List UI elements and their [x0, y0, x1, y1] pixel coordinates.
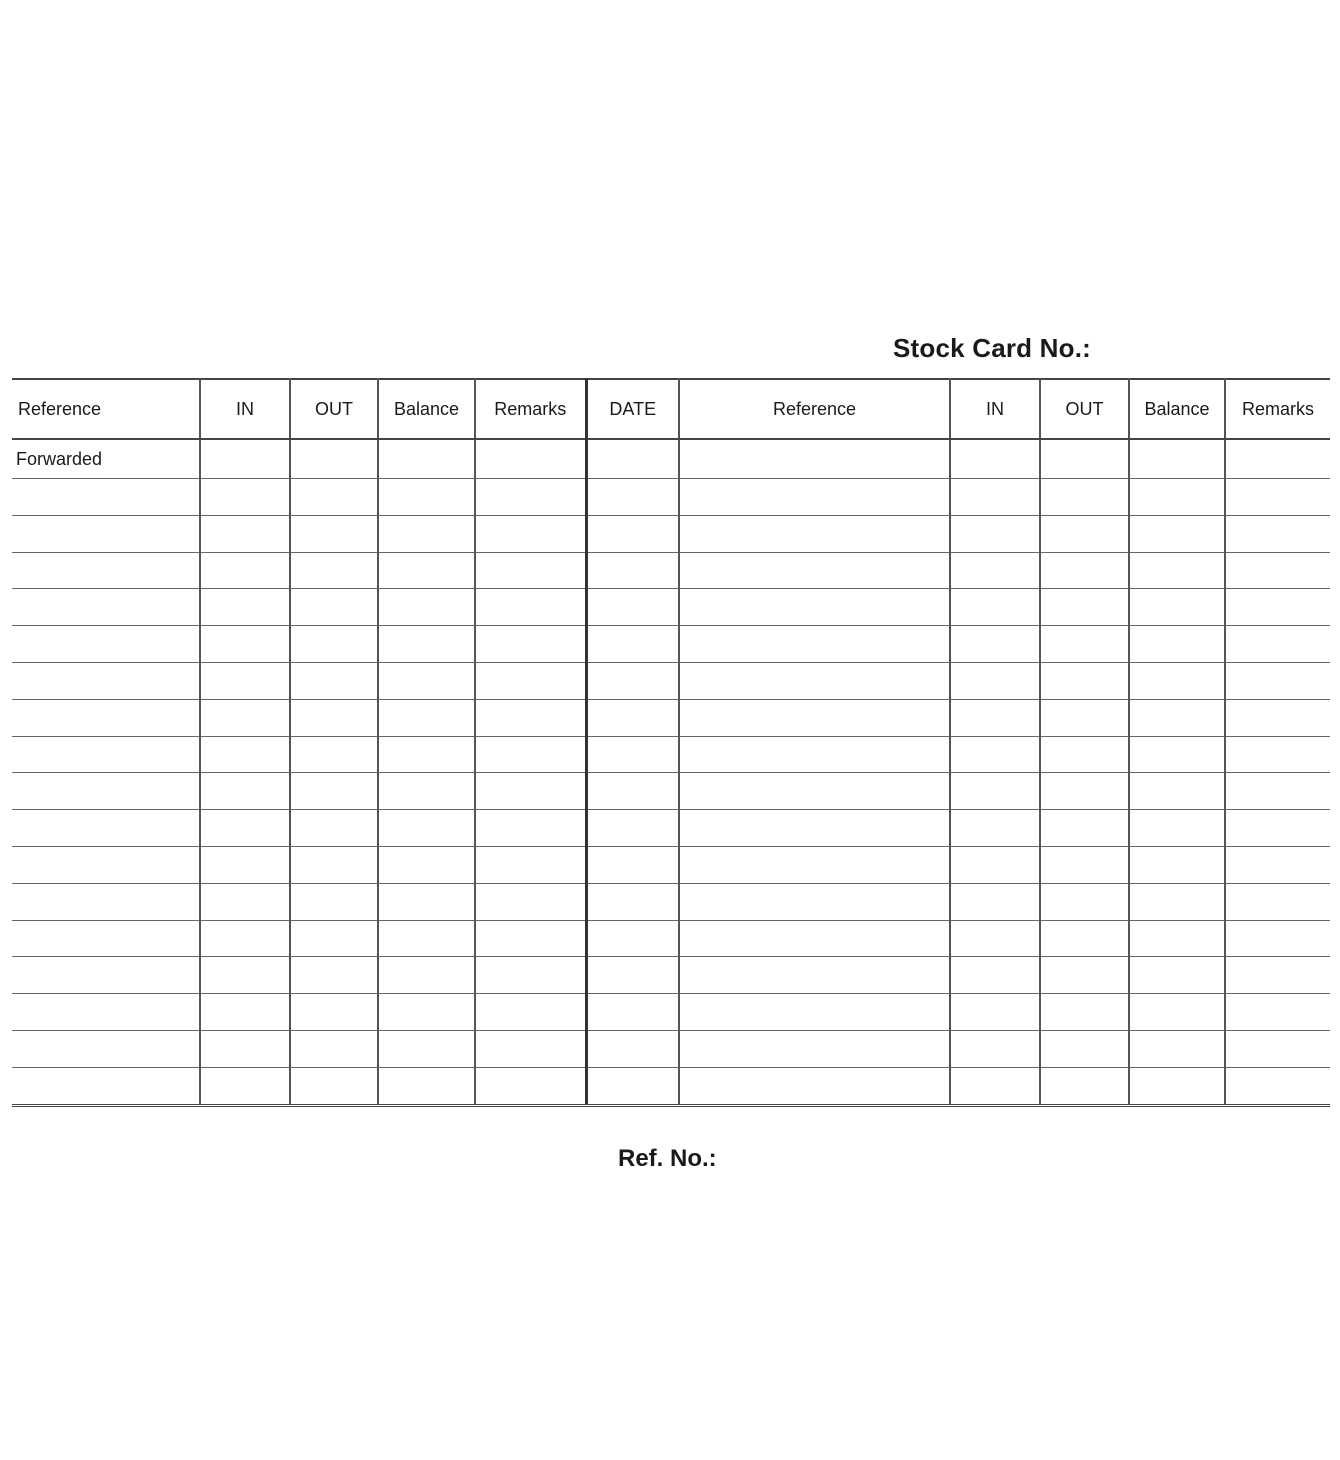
- ledger-cell: [12, 515, 200, 552]
- ledger-cell: [290, 883, 378, 920]
- ledger-cell: [1040, 662, 1129, 699]
- ledger-cell: [1225, 699, 1330, 736]
- header-left-remarks: Remarks: [475, 379, 586, 439]
- ledger-cell: [1040, 846, 1129, 883]
- ledger-cell: [290, 736, 378, 773]
- ledger-cell: [12, 846, 200, 883]
- ledger-cell: [378, 515, 475, 552]
- header-right-balance: Balance: [1129, 379, 1225, 439]
- ledger-cell: [12, 773, 200, 810]
- header-right-remarks: Remarks: [1225, 379, 1330, 439]
- ledger-cell: [586, 439, 679, 479]
- ledger-cell: [290, 1030, 378, 1067]
- ledger-cell: [200, 920, 290, 957]
- ledger-cell: [1225, 1030, 1330, 1067]
- ledger-cell: [950, 957, 1040, 994]
- ledger-cell: [679, 957, 950, 994]
- ledger-cell: [950, 515, 1040, 552]
- ledger-cell: [1129, 920, 1225, 957]
- ledger-cell: [1040, 552, 1129, 589]
- ledger-cell: [1225, 439, 1330, 479]
- header-left-balance: Balance: [378, 379, 475, 439]
- ledger-cell: [475, 589, 586, 626]
- ledger-cell: [475, 1030, 586, 1067]
- ledger-cell: [1040, 626, 1129, 663]
- ledger-cell: [475, 883, 586, 920]
- ledger-cell: [290, 626, 378, 663]
- ledger-cell: [475, 957, 586, 994]
- ledger-cell: [1040, 994, 1129, 1031]
- ledger-cell: [950, 1067, 1040, 1105]
- ledger-cell: [586, 883, 679, 920]
- ledger-cell: [1129, 957, 1225, 994]
- ledger-cell: [378, 626, 475, 663]
- ledger-cell: [12, 1067, 200, 1105]
- ledger-row: [12, 662, 1330, 699]
- ledger-cell: [1040, 736, 1129, 773]
- ledger-cell: [1225, 662, 1330, 699]
- ledger-cell: [475, 920, 586, 957]
- ledger-cell: [290, 773, 378, 810]
- ledger-cell: [290, 479, 378, 516]
- ledger-cell: [1040, 1030, 1129, 1067]
- ledger-cell: [290, 552, 378, 589]
- ledger-cell: [1129, 736, 1225, 773]
- header-left-out: OUT: [290, 379, 378, 439]
- ledger-cell: [200, 515, 290, 552]
- ledger-cell: [475, 810, 586, 847]
- ledger-cell: [200, 552, 290, 589]
- ledger-cell: [950, 552, 1040, 589]
- ledger-cell: [1129, 626, 1225, 663]
- ledger-cell: [586, 994, 679, 1031]
- ledger-cell: [378, 1067, 475, 1105]
- ledger-cell: [475, 736, 586, 773]
- ledger-cell: [1129, 994, 1225, 1031]
- ledger-cell: [679, 552, 950, 589]
- ledger-cell: [290, 957, 378, 994]
- ledger-cell: [586, 662, 679, 699]
- ledger-cell: [378, 883, 475, 920]
- ledger-cell: [1225, 515, 1330, 552]
- ledger-cell: [378, 479, 475, 516]
- ledger-cell: [1040, 957, 1129, 994]
- ledger-cell: [1129, 810, 1225, 847]
- ledger-cell: [378, 810, 475, 847]
- ledger-cell: [950, 589, 1040, 626]
- ledger-cell: [1225, 736, 1330, 773]
- ledger-cell: [950, 994, 1040, 1031]
- ledger-cell: [200, 626, 290, 663]
- ledger-cell: [378, 699, 475, 736]
- ledger-cell: [1040, 589, 1129, 626]
- ledger-cell: [378, 920, 475, 957]
- ledger-row: [12, 552, 1330, 589]
- ledger-cell: [1040, 773, 1129, 810]
- ledger-cell: [950, 662, 1040, 699]
- ledger-cell: [1129, 515, 1225, 552]
- ledger-cell: [290, 515, 378, 552]
- ledger-cell: [290, 994, 378, 1031]
- ledger-row: [12, 515, 1330, 552]
- ledger-cell: [1225, 589, 1330, 626]
- ledger-cell: [1225, 994, 1330, 1031]
- header-right-in: IN: [950, 379, 1040, 439]
- ledger-cell: [1040, 1067, 1129, 1105]
- ledger-cell: [475, 552, 586, 589]
- ledger-cell: [1040, 515, 1129, 552]
- ledger-row: [12, 846, 1330, 883]
- ledger-cell: [950, 1030, 1040, 1067]
- ledger-cell: [679, 810, 950, 847]
- ledger-cell: [290, 920, 378, 957]
- ledger-cell: [1040, 883, 1129, 920]
- reference-number-label: Ref. No.:: [618, 1145, 717, 1172]
- ledger-cell: [1129, 479, 1225, 516]
- ledger-cell: [200, 1067, 290, 1105]
- ledger-cell: [679, 846, 950, 883]
- ledger-cell: [200, 810, 290, 847]
- ledger-cell: [679, 1030, 950, 1067]
- ledger-cell: [290, 810, 378, 847]
- ledger-cell: [378, 846, 475, 883]
- ledger-cell: [586, 552, 679, 589]
- ledger-cell: [200, 589, 290, 626]
- header-right-reference: Reference: [679, 379, 950, 439]
- ledger-cell: [1225, 846, 1330, 883]
- ledger-cell: [12, 699, 200, 736]
- ledger-cell: [200, 1030, 290, 1067]
- ledger-cell: [290, 1067, 378, 1105]
- ledger-cell: [586, 699, 679, 736]
- ledger-cell: [1040, 439, 1129, 479]
- ledger-row: [12, 994, 1330, 1031]
- ledger-cell: [950, 883, 1040, 920]
- ledger-cell: [1040, 479, 1129, 516]
- ledger-cell: [378, 552, 475, 589]
- ledger-cell: [679, 736, 950, 773]
- ledger-cell: [475, 699, 586, 736]
- ledger-cell: [200, 883, 290, 920]
- ledger-cell: [378, 589, 475, 626]
- ledger-cell: [950, 846, 1040, 883]
- ledger-cell: [378, 736, 475, 773]
- ledger-cell: [679, 773, 950, 810]
- ledger-cell: [1129, 773, 1225, 810]
- ledger-cell: [586, 810, 679, 847]
- ledger-cell: [475, 439, 586, 479]
- ledger-cell: [475, 662, 586, 699]
- ledger-cell: [200, 662, 290, 699]
- ledger-cell: [200, 736, 290, 773]
- ledger-cell: [1225, 810, 1330, 847]
- ledger-cell: [679, 883, 950, 920]
- header-right-out: OUT: [1040, 379, 1129, 439]
- ledger-cell: [1225, 552, 1330, 589]
- ledger-cell: [1225, 957, 1330, 994]
- ledger-cell: [950, 736, 1040, 773]
- header-left-in: IN: [200, 379, 290, 439]
- ledger-cell: [200, 699, 290, 736]
- ledger-cell: [200, 439, 290, 479]
- ledger-cell: [586, 479, 679, 516]
- stock-card-number-label: Stock Card No.:: [893, 333, 1092, 363]
- ledger-cell: [12, 883, 200, 920]
- ledger-cell: [679, 515, 950, 552]
- ledger-cell: [679, 662, 950, 699]
- ledger-cell: [475, 479, 586, 516]
- ledger-cell: [1225, 626, 1330, 663]
- ledger-row: [12, 773, 1330, 810]
- ledger-cell: [950, 773, 1040, 810]
- ledger-cell: [1129, 1030, 1225, 1067]
- ledger-cell: [1129, 589, 1225, 626]
- ledger-cell: [378, 662, 475, 699]
- ledger-cell: [12, 810, 200, 847]
- ledger-cell: [475, 626, 586, 663]
- ledger-cell: [378, 994, 475, 1031]
- ledger-cell: [290, 439, 378, 479]
- ledger-cell: [12, 589, 200, 626]
- ledger-cell: [12, 1030, 200, 1067]
- ledger-cell: [950, 479, 1040, 516]
- ledger-cell: [475, 994, 586, 1031]
- ledger-cell: [12, 920, 200, 957]
- ledger-row: [12, 479, 1330, 516]
- ledger-cell: [200, 957, 290, 994]
- ledger-cell: [586, 515, 679, 552]
- ledger-cell: [290, 846, 378, 883]
- ledger-cell: [679, 589, 950, 626]
- ledger-cell: [1225, 920, 1330, 957]
- ledger-cell: [950, 810, 1040, 847]
- ledger-cell: [200, 846, 290, 883]
- ledger-cell: [950, 626, 1040, 663]
- ledger-cell: [475, 515, 586, 552]
- ledger-row: [12, 810, 1330, 847]
- ledger-cell: [586, 1030, 679, 1067]
- ledger-row: [12, 1030, 1330, 1067]
- ledger-cell: [475, 846, 586, 883]
- stock-ledger-table: [12, 378, 1330, 1107]
- ledger-cell: [1225, 1067, 1330, 1105]
- ledger-cell: [586, 846, 679, 883]
- ledger-cell: [200, 773, 290, 810]
- ledger-cell: [1225, 479, 1330, 516]
- ledger-cell: [1129, 699, 1225, 736]
- ledger-cell: [950, 920, 1040, 957]
- ledger-cell: [12, 736, 200, 773]
- ledger-cell: [586, 920, 679, 957]
- ledger-cell: [586, 957, 679, 994]
- ledger-cell: [1129, 846, 1225, 883]
- ledger-cell: [12, 626, 200, 663]
- ledger-cell: [679, 1067, 950, 1105]
- forwarded-label: Forwarded: [16, 448, 103, 469]
- ledger-cell: [679, 994, 950, 1031]
- ledger-cell: [1129, 439, 1225, 479]
- ledger-cell: [12, 662, 200, 699]
- ledger-cell: [586, 773, 679, 810]
- ledger-cell: [12, 479, 200, 516]
- ledger-cell: [290, 662, 378, 699]
- ledger-cell: [1040, 699, 1129, 736]
- ledger-cell: [1129, 883, 1225, 920]
- ledger-cell: [1040, 810, 1129, 847]
- ledger-row: [12, 626, 1330, 663]
- ledger-cell: [1040, 920, 1129, 957]
- ledger-cell: [586, 626, 679, 663]
- ledger-cell: [475, 773, 586, 810]
- ledger-row: [12, 589, 1330, 626]
- ledger-row: [12, 1067, 1330, 1105]
- ledger-cell: [586, 1067, 679, 1105]
- ledger-cell: [378, 1030, 475, 1067]
- ledger-row: [12, 957, 1330, 994]
- ledger-cell: [12, 957, 200, 994]
- ledger-cell: [679, 439, 950, 479]
- ledger-cell: [950, 439, 1040, 479]
- ledger-cell: [378, 439, 475, 479]
- ledger-cell: [200, 479, 290, 516]
- ledger-cell: [1225, 773, 1330, 810]
- ledger-cell: [679, 479, 950, 516]
- ledger-cell: [378, 773, 475, 810]
- forwarded-row: [12, 439, 1330, 479]
- ledger-row: [12, 699, 1330, 736]
- ledger-cell: [950, 699, 1040, 736]
- ledger-cell: [12, 994, 200, 1031]
- ledger-cell: [1129, 552, 1225, 589]
- ledger-cell: [586, 736, 679, 773]
- header-right-date: DATE: [586, 379, 679, 439]
- ledger-row: [12, 920, 1330, 957]
- ledger-row: [12, 736, 1330, 773]
- ledger-row: [12, 883, 1330, 920]
- ledger-cell: [290, 589, 378, 626]
- ledger-cell: [378, 957, 475, 994]
- ledger-cell: [290, 699, 378, 736]
- ledger-cell: [679, 699, 950, 736]
- ledger-cell: [12, 552, 200, 589]
- ledger-cell: [1129, 662, 1225, 699]
- ledger-cell: [475, 1067, 586, 1105]
- ledger-cell: [679, 626, 950, 663]
- ledger-header-row: [12, 379, 1330, 439]
- ledger-cell: [1129, 1067, 1225, 1105]
- header-left-reference: Reference: [12, 379, 200, 439]
- ledger-cell: [200, 994, 290, 1031]
- ledger-cell: [1225, 883, 1330, 920]
- ledger-cell: [586, 589, 679, 626]
- ledger-cell: [679, 920, 950, 957]
